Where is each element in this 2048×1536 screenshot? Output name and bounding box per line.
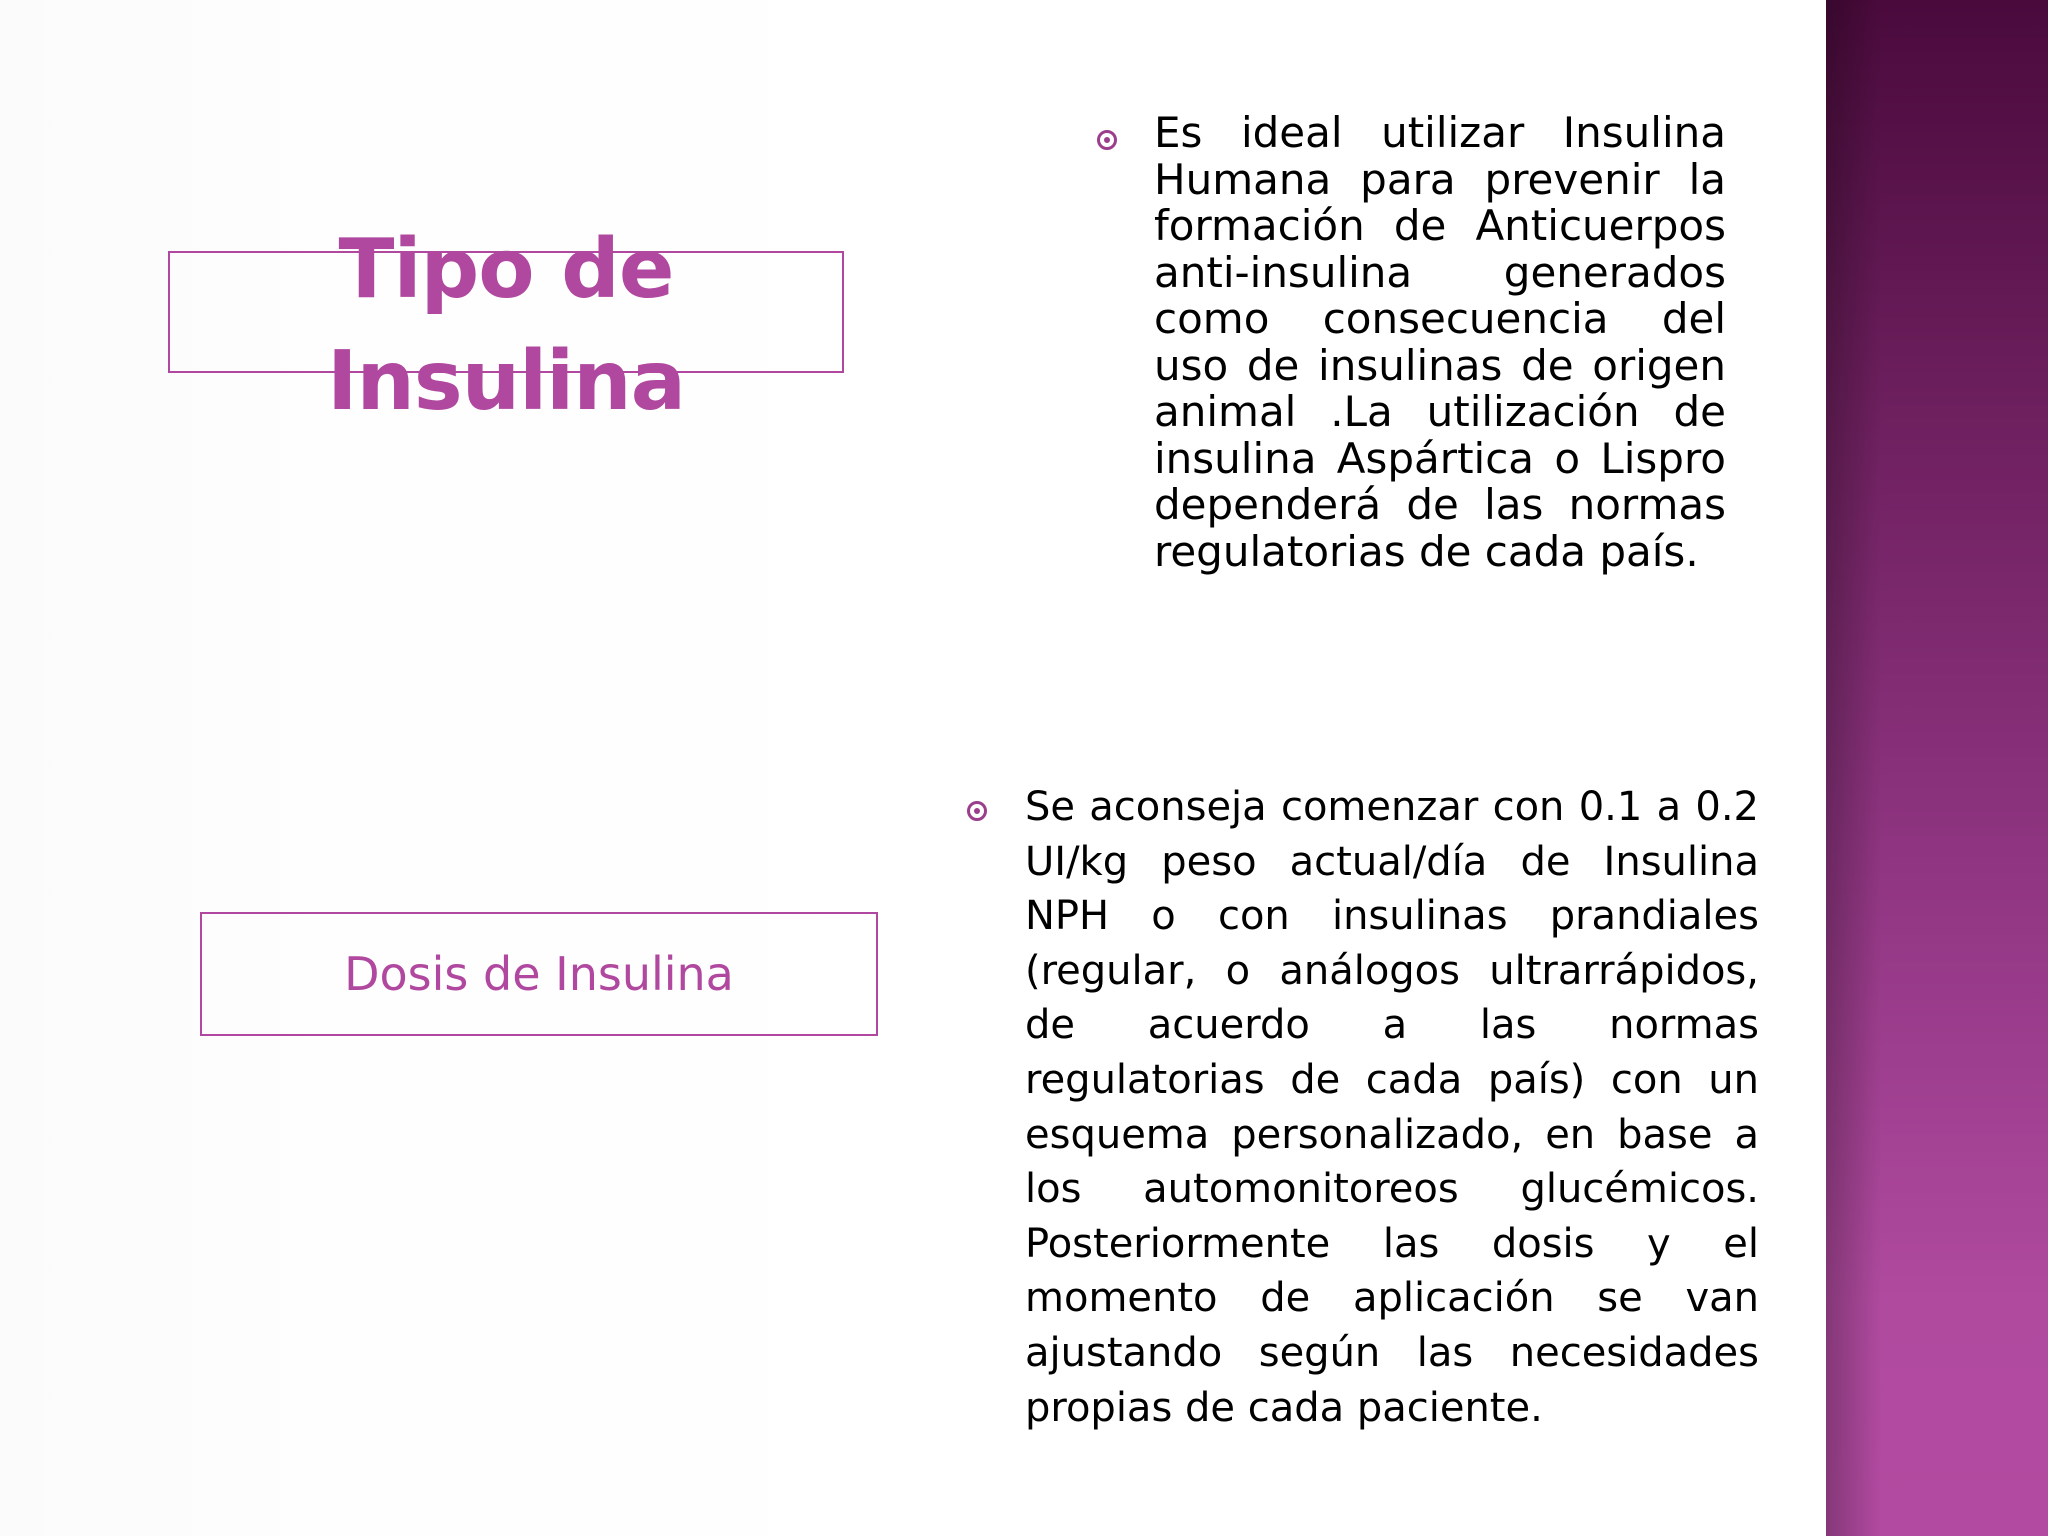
bullet-text: Se aconseja comenzar con 0.1 a 0.2 UI/kg peso actual/día de Insulina NPH o con insulinas prandiales (regular, o análogos ultrarrápidos, de acuerdo a las normas regulatorias de cada país) con un esquema personalizado, en base a los automonitoreos glucémicos. Posteriormente las dosis y el momento de aplicación se van ajustando según las necesidades propias de cada paciente. [1025, 784, 1759, 1431]
dosis-label: Dosis de Insulina [344, 947, 734, 1001]
circle-dot-bullet-icon [967, 801, 987, 821]
dosis-frame [200, 912, 878, 1036]
bullet-text: Es ideal utilizar Insulina Humana para prevenir la formación de Anticuerpos anti-insulina generados como consecuencia del uso de insulinas de origen animal .La utilización de insulina Aspártica o Lispro dependerá de las normas regulatorias de cada país. [1154, 108, 1726, 576]
slide-title: Tipo de Insulina [327, 222, 685, 429]
circle-dot-bullet-icon [1097, 130, 1117, 150]
decorative-side-band [1826, 0, 2048, 1536]
